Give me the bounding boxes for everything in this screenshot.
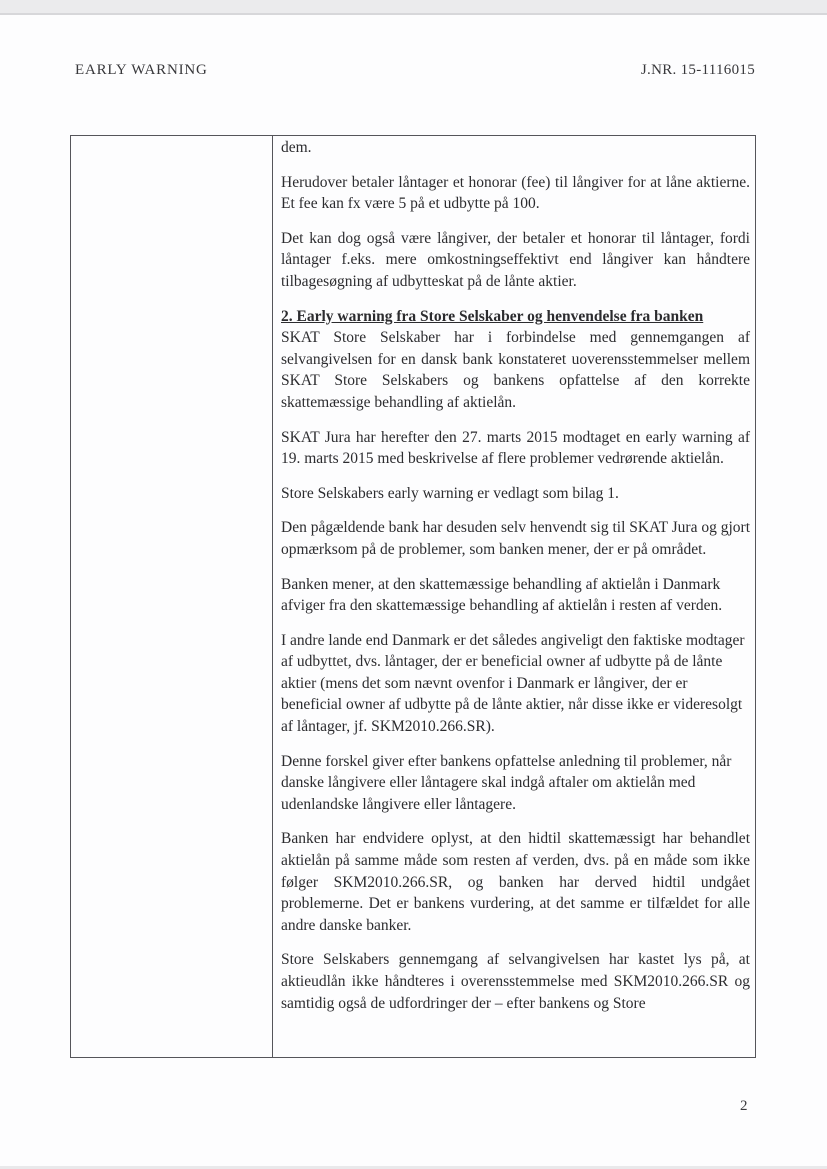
table-right-column [273,136,755,1057]
paragraph: SKAT Jura har herefter den 27. marts 2015 modtaget en early warning af 19. marts 2015 med beskrivelse af flere problemer vedrørende aktielån. [281,428,750,468]
paragraph: Herudover betaler låntager et honorar (fee) til långiver for at låne aktierne. Et fee kan fx være 5 på et udbytte på 100. [281,173,750,213]
page-header [75,62,755,79]
paragraph: I andre lande end Danmark er det således angiveligt den faktiske modtager af udbyttet, dvs. låntager, der er beneficial owner af udbytte på de lånte aktier (mens det som nævnt ovenfor i Danmark er långiver, der er beneficial owner af udbytte på de lånte aktier, når disse ikke er videresolgt af låntager, jf. SKM2010.266.SR). [281,631,745,736]
paragraph: Denne forskel giver efter bankens opfattelse anledning til problemer, når danske långivere eller låntagere skal indgå aftaler om aktielån med udenlandske långivere eller låntagere. [281,752,732,813]
paragraph: Store Selskabers gennemgang af selvangivelsen har kastet lys på, at aktieudlån ikke håndteres i overensstemmelse med SKM2010.266.SR og samtidig også de udfordringer der – efter bankens og Store [281,951,750,1012]
scan-artifact-top [0,0,827,15]
page-footer [740,1098,748,1115]
content-table [70,135,756,1058]
paragraph: Banken mener, at den skattemæssige behandling af aktielån i Danmark afviger fra den skattemæssige behandling af aktielån i resten af verden. [281,575,723,615]
paragraph: SKAT Store Selskaber har i forbindelse med gennemgangen af selvangivelsen for en dansk bank konstateret uoverensstemmelser mellem SKAT Store Selskabers og bankens opfattelse af den korrekte skattemæssige behandling af aktielån. [281,329,750,411]
header-journal-number: J.NR. 15-1116015 [640,62,755,78]
paragraph: Den pågældende bank har desuden selv henvendt sig til SKAT Jura og gjort opmærksom på de problemer, som banken mener, der er på området. [281,519,750,558]
paragraph: Store Selskabers early warning er vedlagt som bilag 1. [281,484,619,502]
paragraph: Det kan dog også være långiver, der betaler et honorar til låntager, fordi låntager f.eks. mere omkostningseffektivt end långiver kan håndtere tilbagesøgning af udbytteskat på de lånte aktier. [281,229,750,290]
section-heading: 2. Early warning fra Store Selskaber og henvendelse fra banken [281,307,704,325]
header-title: EARLY WARNING [75,62,208,78]
page-number: 2 [740,1098,748,1114]
table-left-column [71,136,273,1057]
paragraph: dem. [281,139,312,156]
paragraph: Banken har endvidere oplyst, at den hidtil skattemæssigt har behandlet aktielån på samme måde som resten af verden, dvs. på en måde som ikke følger SKM2010.266.SR, og banken har derved hidtil undgået problemerne. Det er bankens vurdering, at det samme er tilfældet for alle andre danske banker. [281,830,750,934]
